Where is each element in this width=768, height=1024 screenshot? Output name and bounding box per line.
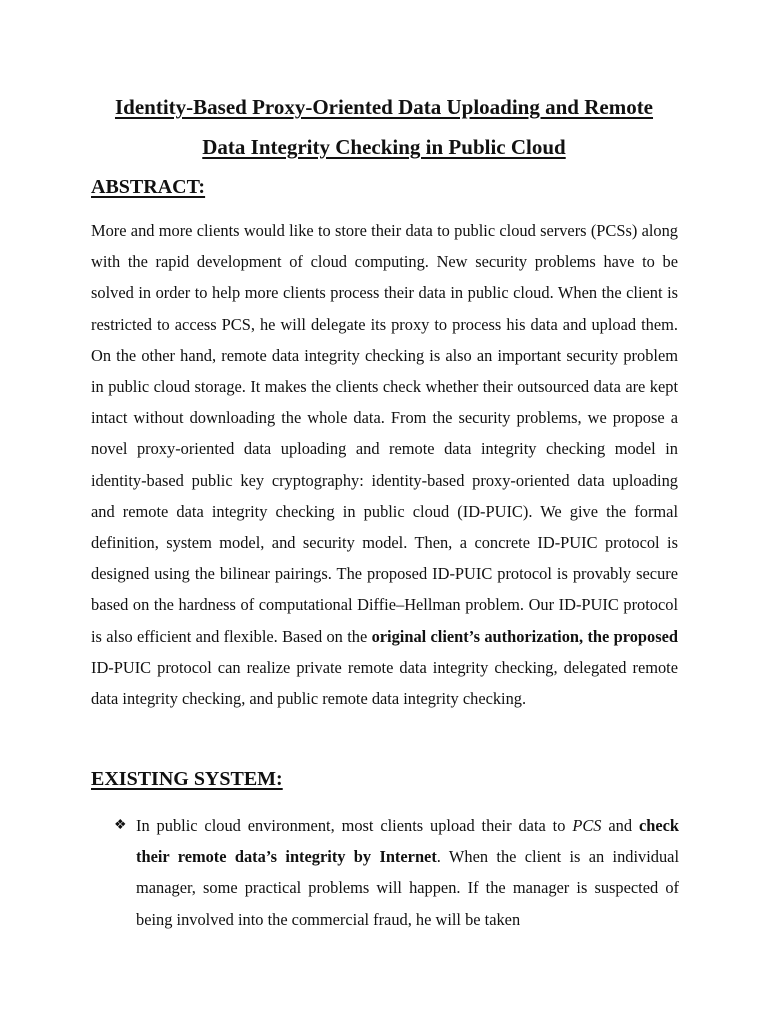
existing-text-2: and — [601, 816, 639, 835]
title-text-2: Data Integrity Checking in Public Cloud — [202, 135, 566, 159]
existing-system-paragraph — [136, 810, 679, 935]
abstract-heading: ABSTRACT: — [91, 176, 206, 198]
abstract-text-1: More and more clients would like to store their data to public cloud servers (PCSs) along with the rapid development of cloud computing. New security problems have to be solved in order to help more clients process their data in public cloud. When the client is restricted to access PCS, he will delegate its proxy to process his data and upload them. On the other hand, remote data integrity checking is also an important security problem in public cloud storage. It makes the clients check whether their outsourced data are kept intact without downloading the whole data. From the security problems, we propose a novel proxy-oriented data uploading and remote data integrity checking model in identity-based public key cryptography: identity-based proxy-oriented data uploading and remote data integrity checking in public cloud (ID-PUIC). We give the formal definition, system model, and security model. Then, a concrete ID-PUIC protocol is designed using the bilinear pairings. The proposed ID-PUIC protocol is provably secure based on the hardness of computational Diffie–Hellman problem. Our ID-PUIC protocol is also efficient and flexible. Based on the — [91, 221, 678, 646]
abstract-paragraph — [91, 215, 678, 714]
bullet-diamond-icon: ❖ — [114, 818, 127, 833]
existing-bold-text: check their remote data’s integrity by Internet — [136, 816, 679, 867]
document-title-line-1 — [0, 94, 768, 120]
existing-text-3: . When the client is an individual manager, some practical problems will happen. If the manager is suspected of being involved into the commercial fraud, he will be taken — [136, 847, 680, 929]
existing-system-heading: EXISTING SYSTEM: — [91, 768, 283, 790]
existing-text-1: In public cloud environment, most clients upload their data to — [136, 816, 573, 835]
existing-italic-text: PCS — [572, 816, 602, 835]
abstract-text-2: ID-PUIC protocol can realize private remote data integrity checking, delegated remote data integrity checking, and public remote data integrity checking. — [91, 657, 678, 709]
title-text-1: Identity-Based Proxy-Oriented Data Uploading and Remote — [114, 95, 654, 119]
abstract-bold-text: original client’s authorization, the proposed — [371, 626, 678, 646]
document-title-line-2 — [0, 134, 768, 160]
